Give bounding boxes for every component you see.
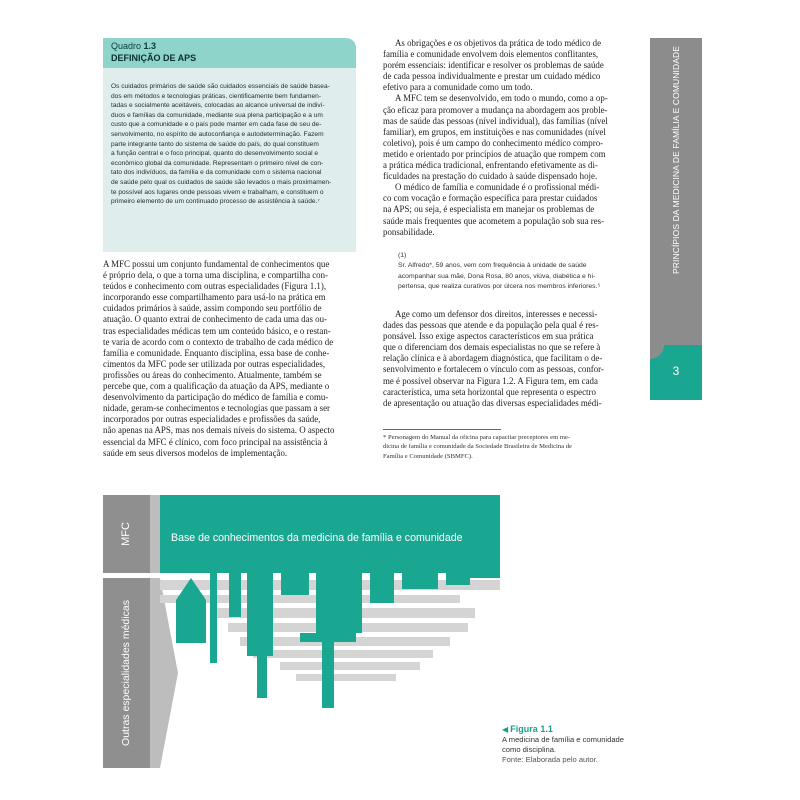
body-text-line: não apenas na APS, mas nos demais níveis do sistema. O aspecto [103,425,335,436]
body-text-line: ficuldades na prestação do cuidado à saúde dispensado hoje. [383,171,598,182]
body-text-line: relação clínica e à abordagem diagnóstica, que facilitam o de- [383,353,603,364]
body-text-line: ção eficaz para promover a mudança na abordagem aos proble- [383,104,608,115]
body-text-line: saúde mais frequentes que acometem a população sob sua res- [383,215,605,226]
case-text-line: acompanhar sua mãe, Dona Rosa, 80 anos, viúva, diabética e hi- [398,272,596,280]
body-text-line: percebe que, com a qualificação da atuação da APS, mediante o [103,381,330,392]
footnote-line: dicina de família e comunidade da Sociedade Brasileira de Medicina de [383,443,572,451]
specialties-arrow [150,578,178,768]
quadro-text-line: parte integrante tanto do sistema de saúde do país, do qual constituem [111,140,319,148]
footnote-line: Família e Comunidade (SBMFC). [383,452,473,460]
body-text-line: A MFC tem se desenvolvido, em todo o mundo, como a op- [395,93,608,104]
quadro-text-line: custo que a comunidade e o país pode manter em cada fase de seu de- [111,121,322,129]
body-text-line: As obrigações e os objetivos da prática de todo médico de [395,38,602,48]
body-text-line: essencial da MFC é clínico, com foco principal na assistência à [103,436,328,447]
body-text-line: Age como um defensor dos direitos, interesses e necessi- [395,309,598,319]
body-text-line: profissões ou áreas do conhecimento. Atualmente, também se [103,369,322,380]
quadro-text-line: tato dos indivíduos, da família e da comunidade com o sistema nacional [111,169,322,177]
caption-line-1: A medicina de família e comunidade [502,735,624,744]
caption-line-2: como disciplina. [502,745,557,754]
quadro-text-line: te possível aos lugares onde pessoas vivem e trabalham, e constituem o [111,188,324,196]
body-text-line: senvolvimento e fortalecem o vínculo com as pessoas, confor- [383,364,604,375]
quadro-text-line: a função central e o foco principal, quanto do desenvolvimento social e [111,150,319,158]
body-text-line: que o diferenciam dos demais especialistas no que se refere à [383,342,601,353]
body-text-line: cimentos da MFC pode ser utilizada por outras especialidades, [103,358,326,369]
quadro-text-line: dos em métodos e tecnologias práticas, cientificamente bem fundamen- [111,92,322,100]
caption-figure-label: Figura 1.1 [510,724,553,734]
body-text-line: coletivo), pois é um campo do conhecimento médico compro- [383,137,604,148]
body-text-line: de apresentação ou atuação das diversas especialidades médi- [383,397,602,408]
quadro-text-line: duos e famílias da comunidade, mediante sua plena participação e a um [111,111,323,119]
body-text-line: na APS; ou seja, é especialista em manejar os problemas de [383,204,595,215]
body-text-line: incorporados por outras especialidades e profissões da saúde, [103,414,321,425]
body-text-line: porém essenciais: identificar e resolver os problemas de saúde [383,60,604,71]
body-text-line: desenvolvimento da participação do médico de família e comu- [103,392,329,403]
case-text-line: pertensa, que realiza curativos por úlcera nos membros inferiores.⁵ [398,283,601,291]
quadro-title: DEFINIÇÃO DE APS [111,53,197,63]
body-text-line: de cada pessoa individualmente e prestar um cuidado médico [383,71,601,82]
mfc-row-label: MFC [120,522,132,546]
figure-caption [502,724,624,765]
quadro-text-line: senvolvimento, no espírito de autoconfiança e autodeterminação. Fazem [111,130,324,138]
body-text-line: A MFC possui um conjunto fundamental de conhecimentos que [103,259,330,269]
body-text-line: me é possível observar na Figura 1.2. A Figura tem, em cada [383,375,598,386]
body-text-line: atuação. O quanto extrai de conhecimento de cada uma das ou- [103,314,327,325]
body-text-line: família e comunidade. Enquanto disciplina, essa base de conhe- [103,347,330,358]
body-text-line: característica, uma seta horizontal que representa o espectro [383,386,596,397]
body-text-line: familiar), em grupos, em instituições e nas comunidades (nível [383,126,606,137]
chapter-title: PRINCÍPIOS DA MEDICINA DE FAMÍLIA E COMUNIDADE [671,45,681,275]
quadro-text-line: tadas e socialmente aceitáveis, colocadas ao alcance universal de indiví- [111,102,325,110]
body-text-line: teúdos e conhecimento com outras especialidades (Figura 1.1), [103,281,327,292]
page-number: 3 [672,364,680,378]
body-text-line: mas de saúde das pessoas (nível individual), das famílias (nível [383,115,608,126]
body-text-line: ponsável. Isso exige aspectos característicos em sua prática [383,331,594,342]
body-text-line: a prática médica tradicional, enfrentando efetivamente as di- [383,160,598,171]
body-text-line: ponsabilidade. [383,226,435,237]
case-text-line: (1) [398,252,407,259]
body-text-line: tras especialidades médicas tem um conteúdo básico, e o restan- [103,325,331,336]
caption-arrow-icon: ◀ [502,725,509,734]
body-text-line: cuidados primários à saúde, assim compondo seu portfólio de [103,303,322,314]
body-text-line: nidade, geram-se conhecimentos e tecnologias que passam a ser [103,403,330,414]
body-text-line: dades das pessoas que atende e da população pela qual é res- [383,320,599,331]
body-text-line: incorporando esse compartilhamento para usá-lo na prática em [103,292,326,303]
body-text-line: te varia de acordo com o contexto de trabalho de cada médico de [103,336,334,347]
caption-source: Fonte: Elaborada pelo autor. [502,755,598,764]
case-text-line: Sr. Alfredo*, 59 anos, vem com frequência à unidade de saúde [398,262,587,270]
base-knowledge-label: Base de conhecimentos da medicina de família e comunidade [171,532,463,544]
body-text-line: metido e orientado por princípios de atuação que rompem com [383,148,606,159]
body-text-line: O médico de família e comunidade é o profissional médi- [395,182,600,193]
quadro-text-line: de saúde pelo qual os cuidados de saúde são levados o mais proximamen- [111,178,332,186]
body-text-line: é próprio dela, o que a torna uma disciplina, e compartilha con- [103,270,328,281]
quadro-number: Quadro 1.3 [111,41,157,51]
quadro-text-line: Os cuidados primários de saúde são cuidados essenciais de saúde basea- [111,83,330,90]
body-text-line: saúde em seus diversos modelos de implementação. [103,447,288,458]
body-text-line: família e comunidade envolvem dois elementos conflitantes, [383,49,599,60]
quadro-text-line: econômico global da comunidade. Representam o primeiro nível de con- [111,159,324,167]
footnote-line: * Personagem do Manual da oficina para capacitar preceptores em me- [383,434,571,441]
body-text-line: co com vocação e formação específica para prestar cuidados [383,193,598,204]
quadro-text-line: primeiro elemento de um continuado processo de assistência à saúde.⁷ [111,198,320,206]
body-text-line: efetivo para a comunidade como um todo. [383,82,533,93]
specialties-row-label: Outras especialidades médicas [120,600,132,746]
